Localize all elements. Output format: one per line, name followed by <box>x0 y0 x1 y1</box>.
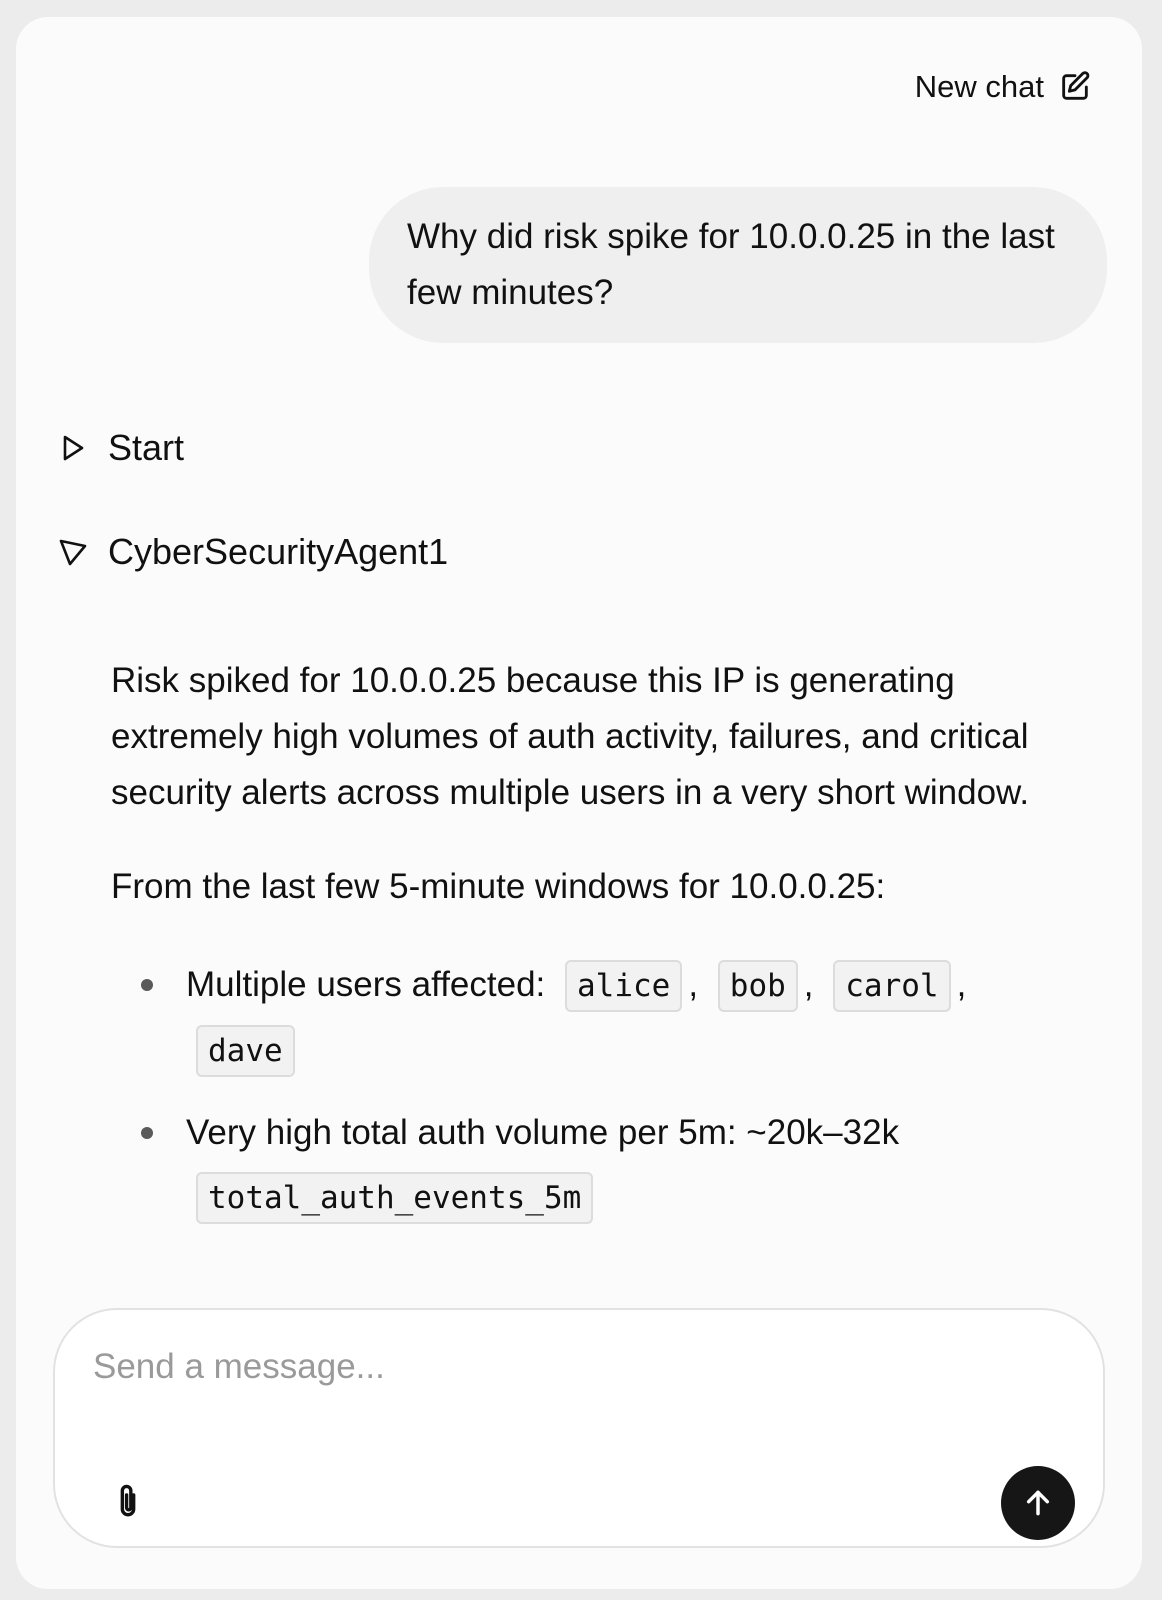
step-agent-label: CyberSecurityAgent1 <box>108 531 449 572</box>
user-message-text: Why did risk spike for 10.0.0.25 in the last few minutes? <box>407 217 1055 312</box>
answer-paragraph-2: From the last few 5-minute windows for 10.0.0.25: <box>111 867 886 906</box>
step-start[interactable] <box>58 427 184 469</box>
separator: , <box>803 965 814 1004</box>
bullet-dot <box>141 979 153 991</box>
edit-icon <box>1058 70 1092 104</box>
separator: , <box>688 965 699 1004</box>
bullet-auth-volume-text: Very high total auth volume per 5m: ~20k–32k <box>186 1113 900 1152</box>
assistant-answer <box>111 653 1086 1248</box>
user-token-bob: bob <box>718 960 798 1012</box>
paperclip-icon <box>111 1482 145 1522</box>
arrow-up-icon <box>1022 1487 1054 1519</box>
chat-panel <box>16 17 1142 1589</box>
user-message-bubble <box>369 187 1107 343</box>
step-agent[interactable] <box>58 531 448 573</box>
pointer-icon <box>58 537 88 567</box>
attach-button[interactable] <box>111 1482 145 1522</box>
new-chat-label: New chat <box>914 69 1044 104</box>
new-chat-button[interactable] <box>915 69 1092 105</box>
bullet-users <box>111 953 1086 1083</box>
user-token-alice: alice <box>565 960 682 1012</box>
play-icon <box>58 433 88 463</box>
message-input[interactable] <box>91 1338 1055 1396</box>
user-token-dave: dave <box>196 1025 295 1077</box>
message-composer <box>53 1308 1105 1548</box>
bullet-users-text: Multiple users affected: <box>186 965 546 1004</box>
bullet-dot <box>141 1127 153 1139</box>
step-start-label: Start <box>108 427 185 468</box>
answer-paragraph-1: Risk spiked for 10.0.0.25 because this IP is generating extremely high volumes of auth activity, failures, and critical security alerts across multiple users in a very short window. <box>111 661 1030 812</box>
separator: , <box>956 965 967 1004</box>
send-button[interactable] <box>1001 1466 1075 1540</box>
user-token-carol: carol <box>833 960 950 1012</box>
metric-token: total_auth_events_5m <box>196 1172 593 1224</box>
answer-bullet-list <box>111 953 1086 1230</box>
bullet-auth-volume <box>111 1101 1086 1230</box>
